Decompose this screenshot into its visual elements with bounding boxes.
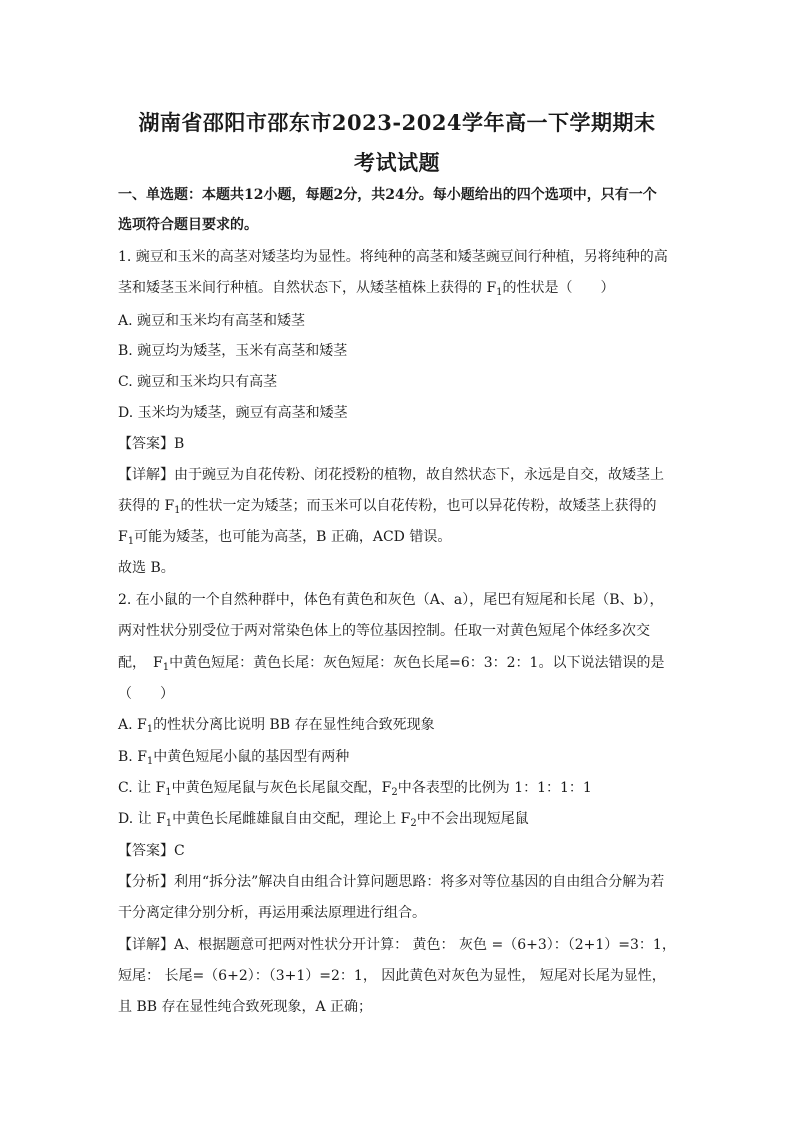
q2-stem-line-3: 配， $F_1$中黄色短尾：黄色长尾：灰色短尾：灰色长尾=6：3：2：1。以下说法错误的是 (118, 655, 665, 673)
section-heading-line-1: 一、单选题：本题共12小题，每题2分，共24分。每小题给出的四个选项中，只有一个 (118, 187, 657, 203)
q1-explanation-line-3: $F_1$可能为矮茎，也可能为高茎，B 正确，ACD 错误。 (118, 529, 452, 547)
section-heading-line-2: 选项符合题目要求的。 (118, 217, 258, 233)
q1-option-a: A. 豌豆和玉米均有高茎和矮茎 (118, 313, 306, 329)
q2-analysis-line-2: 干分离定律分别分析，再运用乘法原理进行组合。 (118, 905, 426, 921)
q2-analysis-line-1: 【分析】利用“拆分法”解决自由组合计算问题思路：将多对等位基因的自由组合分解为若 (118, 874, 665, 890)
q2-stem-line-4: （ ） (118, 686, 174, 702)
q1-conclusion: 故选 B。 (118, 560, 175, 576)
q2-explanation-line-2: 短尾： 长尾=（6+2）：（3+1）=2：1， 因此黄色对灰色为显性， 短尾对长尾为显性， (118, 968, 666, 984)
q2-option-a: A. $F_1$的性状分离比说明 BB 存在显性纯合致死现象 (118, 717, 435, 735)
q1-stem-line-2: 茎和矮茎玉米间行种植。自然状态下，从矮茎植株上获得的 $F_1$的性状是（ ） (118, 280, 615, 298)
q1-option-b: B. 豌豆均为矮茎，玉米有高茎和矮茎 (118, 343, 348, 359)
document-title-line-2: 考试试题 (354, 150, 440, 175)
q1-option-d: D. 玉米均为矮茎，豌豆有高茎和矮茎 (118, 405, 348, 421)
q2-option-c: C. 让 $F_1$中黄色短尾鼠与灰色长尾鼠交配，$F_2$中各表型的比例为 1：1：1：1 (118, 780, 592, 798)
document-title-line-1: 湖南省邵阳市邵东市2023-2024学年高一下学期期末 (138, 110, 656, 135)
q1-answer: 【答案】B (118, 436, 185, 452)
q2-explanation-line-3: 且 BB 存在显性纯合致死现象，A 正确； (118, 999, 373, 1015)
q2-option-d: D. 让 $F_1$中黄色长尾雌雄鼠自由交配，理论上 $F_2$中不会出现短尾鼠 (118, 811, 529, 829)
q2-stem-line-1: 2. 在小鼠的一个自然种群中，体色有黄色和灰色（A、a），尾巴有短尾和长尾（B、b）， (118, 592, 664, 608)
q2-stem-line-2: 两对性状分别受位于两对常染色体上的等位基因控制。任取一对黄色短尾个体经多次交 (118, 623, 650, 639)
q1-option-c: C. 豌豆和玉米均只有高茎 (118, 374, 278, 390)
q1-stem-line-1: 1. 豌豆和玉米的高茎对矮茎均为显性。将纯种的高茎和矮茎豌豆间行种植，另将纯种的高 (118, 249, 668, 265)
q1-explanation-line-1: 【详解】由于豌豆为自花传粉、闭花授粉的植物，故自然状态下，永远是自交，故矮茎上 (118, 467, 664, 483)
q2-answer: 【答案】C (118, 843, 185, 859)
q1-explanation-line-2: 获得的 $F_1$的性状一定为矮茎；而玉米可以自花传粉，也可以异花传粉，故矮茎上获得的 (118, 498, 657, 516)
q2-explanation-line-1: 【详解】A、根据题意可把两对性状分开计算： 黄色： 灰色 =（6+3）：（2+1）=3：1， (118, 937, 676, 953)
q2-option-b: B. $F_1$中黄色短尾小鼠的基因型有两种 (118, 749, 350, 767)
